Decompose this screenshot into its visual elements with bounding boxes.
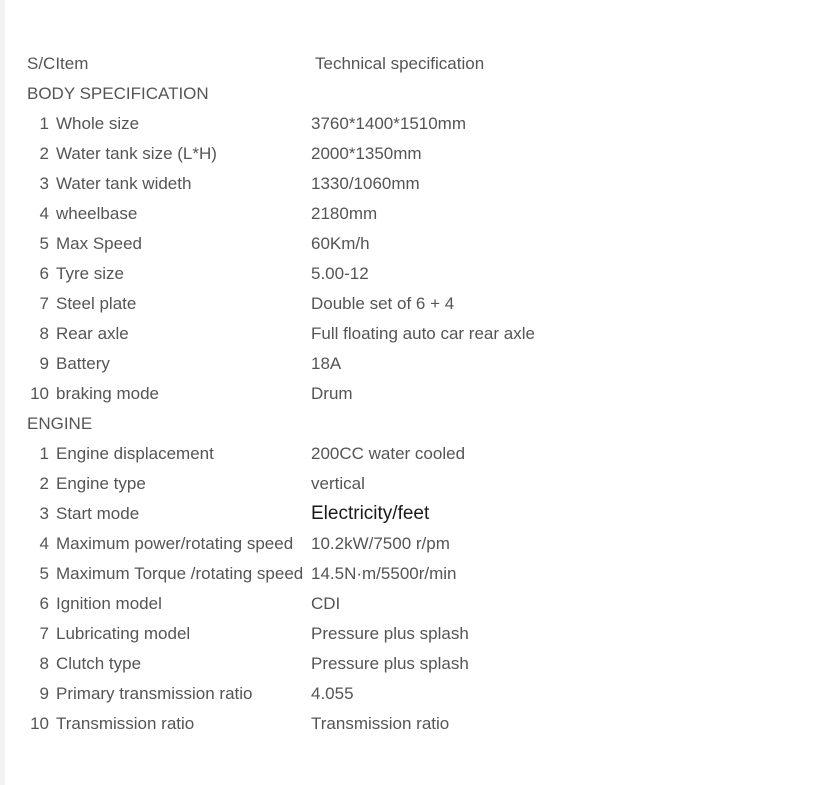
table-row (27, 199, 587, 229)
row-value: Full floating auto car rear axle (311, 324, 535, 343)
row-value: Transmission ratio (311, 714, 450, 733)
section-title: ENGINE (27, 414, 93, 433)
row-item: Start mode (56, 504, 140, 523)
row-value: Pressure plus splash (311, 654, 469, 673)
table-row (27, 529, 587, 559)
row-value: 10.2kW/7500 r/pm (311, 534, 450, 553)
row-item: Battery (56, 354, 110, 373)
table-row (27, 169, 587, 199)
row-number: 2 (39, 144, 49, 163)
header-spec-column: Technical specification (315, 54, 485, 73)
row-number: 7 (39, 624, 49, 643)
row-item: wheelbase (56, 204, 138, 223)
row-item: Transmission ratio (56, 714, 195, 733)
row-value: 14.5N·m/5500r/min (311, 564, 457, 583)
table-row (27, 289, 587, 319)
section-title-body (27, 79, 587, 109)
row-item: Water tank wideth (56, 174, 192, 193)
row-value: 2000*1350mm (311, 144, 422, 163)
row-item: Maximum power/rotating speed (56, 534, 294, 553)
row-number: 4 (39, 204, 49, 223)
row-number: 7 (39, 294, 49, 313)
row-number: 3 (39, 504, 49, 523)
row-value: 3760*1400*1510mm (311, 114, 467, 133)
row-number: 2 (39, 474, 49, 493)
row-item: Lubricating model (56, 624, 191, 643)
row-value: 2180mm (311, 204, 378, 223)
row-item: Engine displacement (56, 444, 214, 463)
table-row (27, 709, 587, 739)
row-number: 8 (39, 654, 49, 673)
row-value: CDI (311, 594, 341, 613)
row-item: Ignition model (56, 594, 162, 613)
table-row (27, 259, 587, 289)
row-number: 9 (39, 354, 49, 373)
row-number: 8 (39, 324, 49, 343)
row-value: 18A (311, 354, 342, 373)
row-item: Primary transmission ratio (56, 684, 253, 703)
row-number: 9 (39, 684, 49, 703)
row-number: 5 (39, 564, 49, 583)
row-item: Clutch type (56, 654, 142, 673)
row-number: 10 (30, 384, 49, 403)
table-row (27, 109, 587, 139)
row-value: 5.00-12 (311, 264, 369, 283)
row-number: 1 (39, 114, 49, 133)
row-item: Max Speed (56, 234, 142, 253)
row-number: 5 (39, 234, 49, 253)
row-number: 3 (39, 174, 49, 193)
row-number: 1 (39, 444, 49, 463)
row-value: 4.055 (311, 684, 354, 703)
table-row (27, 439, 587, 469)
row-item: Rear axle (56, 324, 129, 343)
row-value: 60Km/h (311, 234, 370, 253)
table-row (27, 349, 587, 379)
table-row (27, 589, 587, 619)
header-item-column: S/CItem (27, 54, 89, 73)
row-number: 10 (30, 714, 49, 733)
table-row (27, 649, 587, 679)
section-title-engine (27, 409, 587, 439)
row-item: Steel plate (56, 294, 137, 313)
row-value: Pressure plus splash (311, 624, 469, 643)
row-value: Electricity/feet (311, 503, 430, 524)
row-item: Water tank size (L*H) (56, 144, 217, 163)
section-title: BODY SPECIFICATION (27, 84, 209, 103)
table-row (27, 499, 587, 529)
row-value: Double set of 6 + 4 (311, 294, 455, 313)
table-row (27, 679, 587, 709)
row-item: Whole size (56, 114, 140, 133)
row-item: Engine type (56, 474, 146, 493)
table-row (27, 379, 587, 409)
row-number: 4 (39, 534, 49, 553)
row-value: vertical (311, 474, 365, 493)
row-item: Tyre size (56, 264, 125, 283)
table-row (27, 139, 587, 169)
table-row (27, 229, 587, 259)
table-row (27, 559, 587, 589)
content-panel (5, 0, 814, 785)
row-number: 6 (39, 594, 49, 613)
spec-table (27, 49, 587, 739)
row-value: 200CC water cooled (311, 444, 466, 463)
row-item: Maximum Torque /rotating speed (56, 564, 304, 583)
table-row (27, 619, 587, 649)
table-row (27, 319, 587, 349)
row-value: 1330/1060mm (311, 174, 420, 193)
row-item: braking mode (56, 384, 160, 403)
row-value: Drum (311, 384, 353, 403)
row-number: 6 (39, 264, 49, 283)
table-row (27, 469, 587, 499)
table-header (27, 49, 587, 79)
